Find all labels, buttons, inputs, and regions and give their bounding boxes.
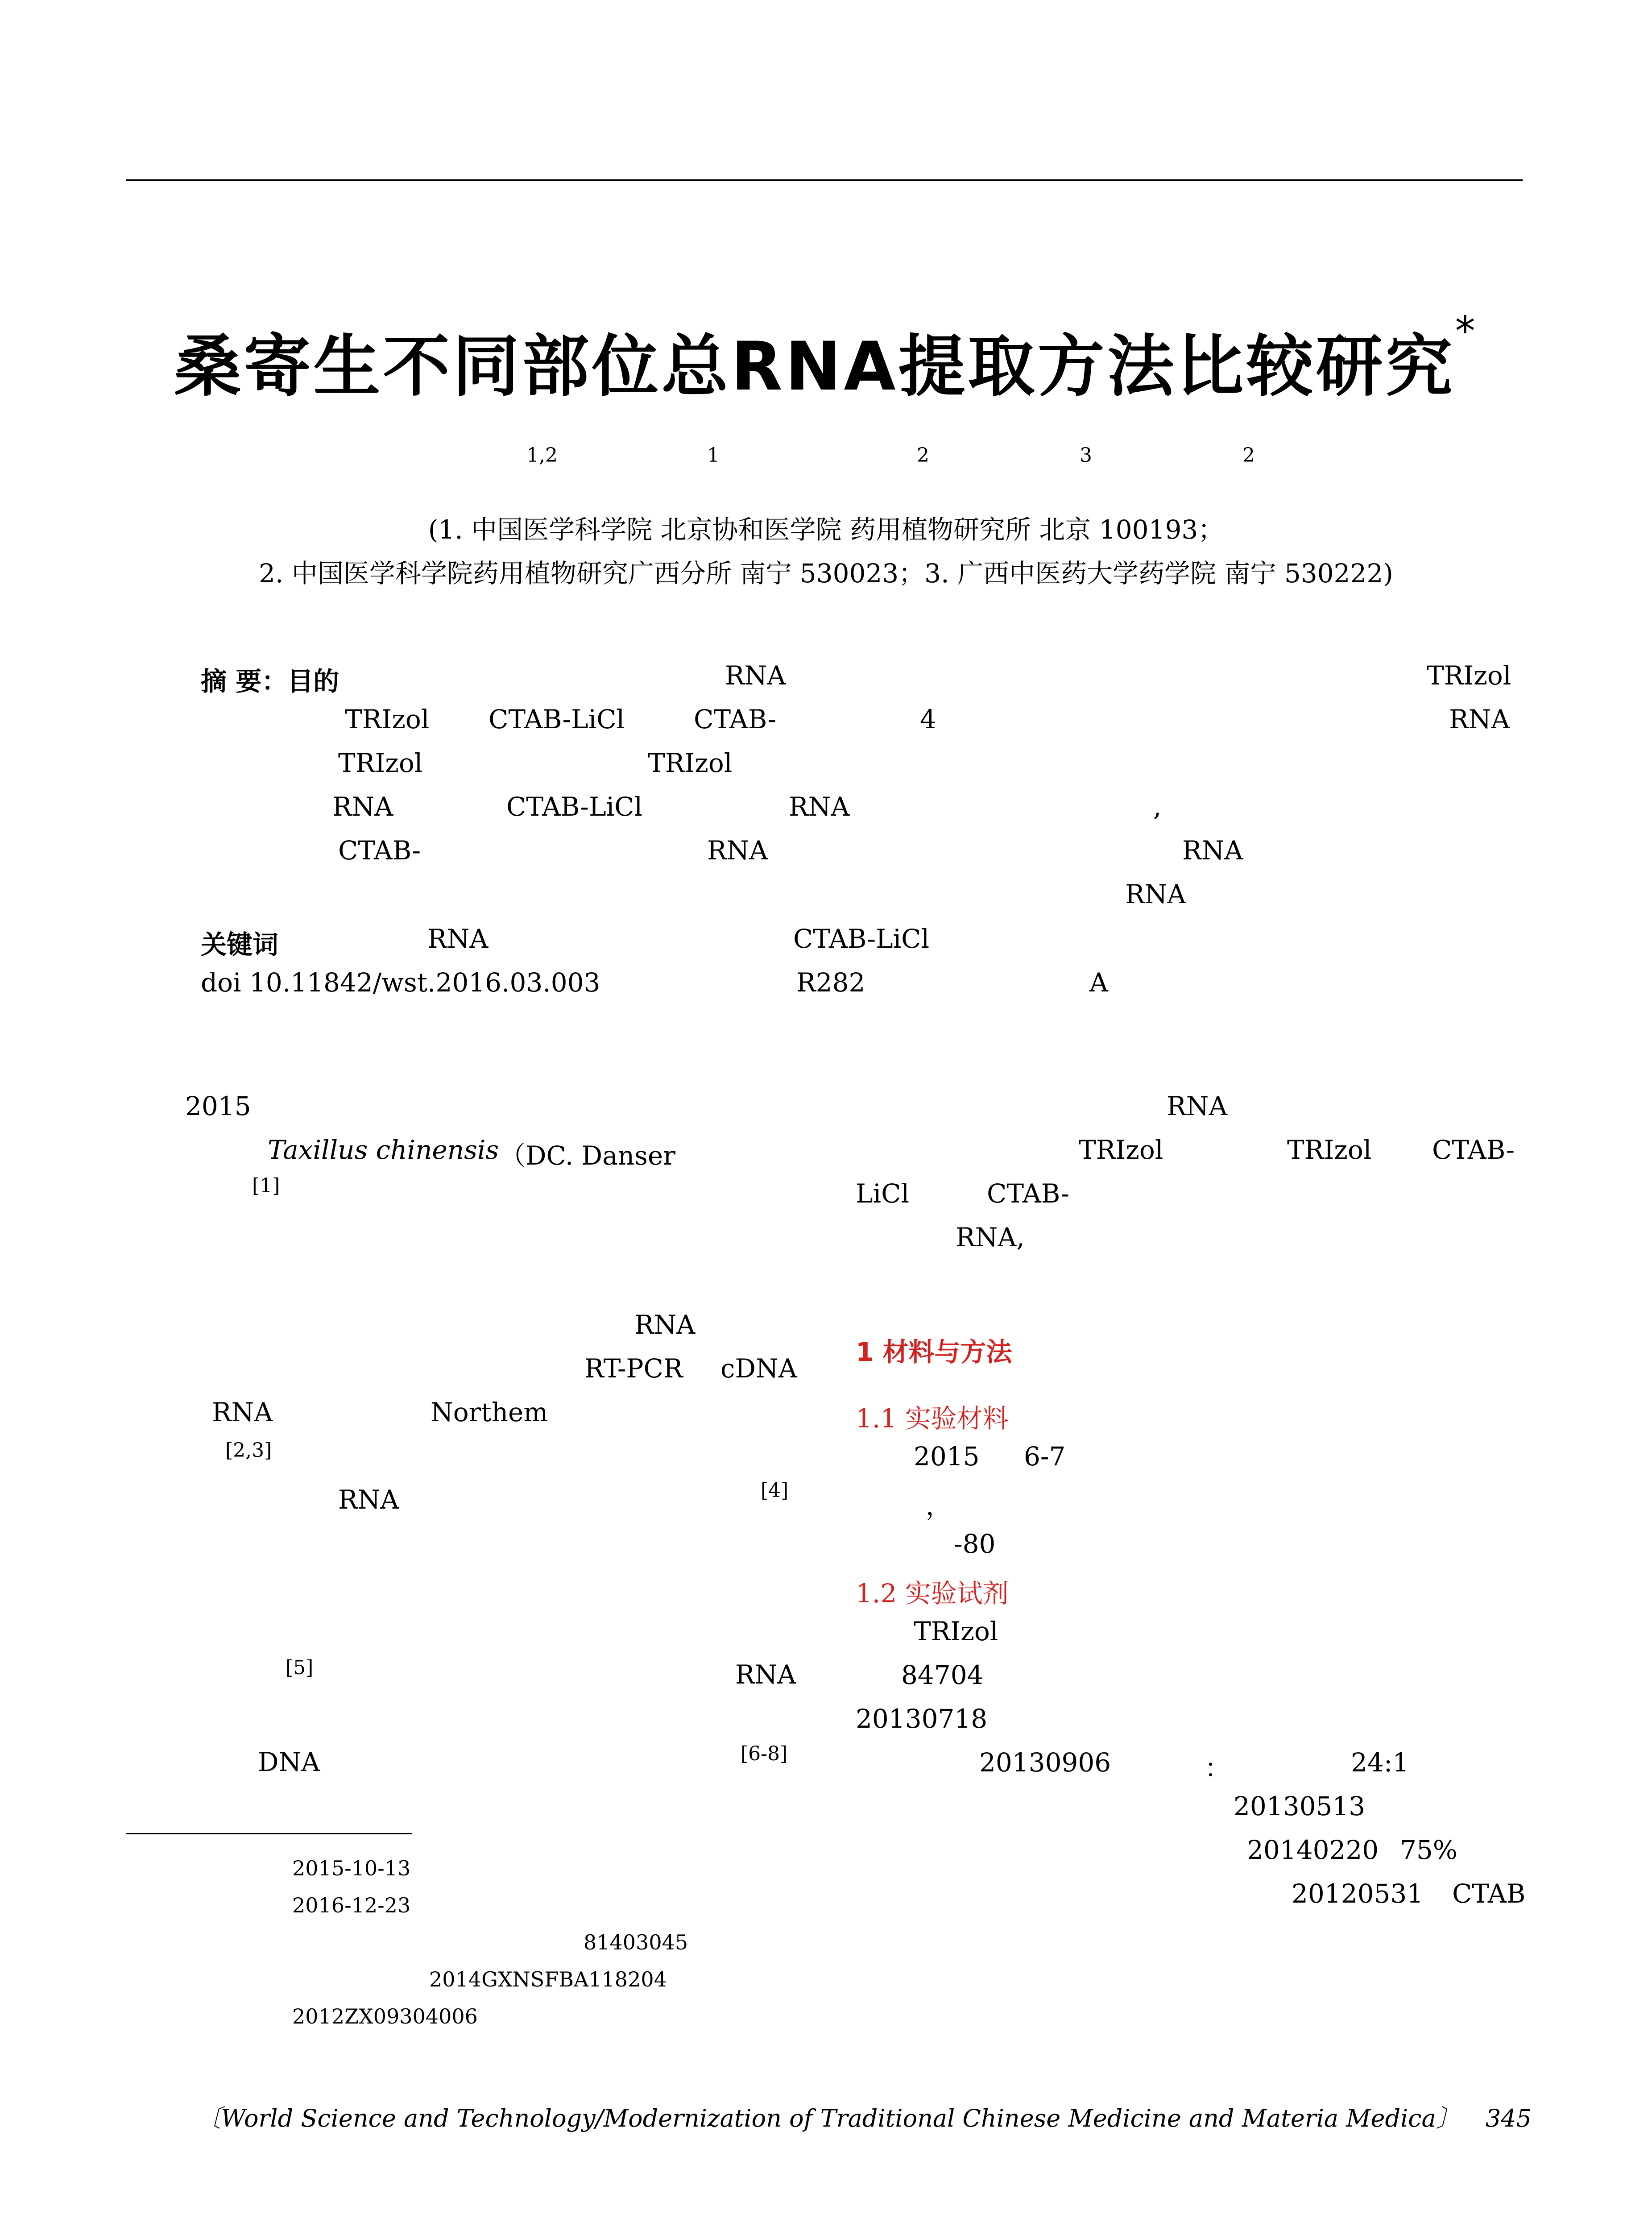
body-term: RNA (735, 1659, 796, 1690)
body-term: RT-PCR (584, 1353, 683, 1384)
page-footer (197, 2099, 1532, 2134)
section-heading: 1 材料与方法 (856, 1337, 1012, 1367)
body-term: DNA (258, 1747, 320, 1777)
abstract-term: RNA (1125, 879, 1186, 909)
citation: [6-8] (741, 1742, 788, 1765)
subsection-heading: 1.1 实验材料 (856, 1403, 1009, 1434)
abstract-term: RNA (707, 835, 768, 866)
body-term: ， (926, 1491, 952, 1521)
body-term: 6-7 (1024, 1441, 1066, 1472)
grant-number: 2014GXNSFBA118204 (429, 1967, 667, 1991)
grant-number: 81403045 (584, 1930, 688, 1954)
body-term: 84704 (901, 1660, 984, 1690)
abstract-term: CTAB- (694, 704, 777, 734)
abstract-term: 4 (920, 704, 936, 734)
abstract-term: RNA (725, 660, 786, 691)
body-term: 20130513 (1234, 1791, 1366, 1821)
body-term: 2015 (185, 1091, 251, 1121)
grant-number: 2012ZX09304006 (292, 2004, 478, 2028)
author-sup-4: 3 (1080, 444, 1092, 467)
body-term: TRIzol (914, 1616, 998, 1646)
body-term: CTAB- (1432, 1135, 1515, 1165)
abstract-term: CTAB-LiCl (489, 704, 625, 734)
abstract-label: 摘 要：目的 (201, 666, 340, 697)
body-term: RNA (634, 1310, 696, 1340)
header-rule (126, 179, 1523, 181)
affiliation-line-2: 2. 中国医学科学院药用植物研究广西分所 南宁 530023；3. 广西中医药大学药学院 南宁 530222) (259, 558, 1393, 589)
citation: [2,3] (225, 1439, 272, 1462)
author-sup-3: 2 (917, 444, 929, 467)
abstract-term: CTAB-LiCl (506, 792, 643, 822)
body-term: 20130718 (856, 1704, 988, 1734)
abstract-term: RNA (789, 792, 850, 822)
citation: [5] (286, 1656, 314, 1679)
body-term: cDNA (720, 1353, 797, 1384)
body-term: 20130906 (979, 1747, 1111, 1778)
body-term: ： (1205, 1753, 1231, 1783)
subsection-heading: 1.2 实验试剂 (856, 1578, 1009, 1609)
body-term: 24:1 (1351, 1747, 1409, 1778)
keyword: CTAB-LiCl (793, 924, 930, 954)
body-term: CTAB (1452, 1879, 1526, 1909)
abstract-term: TRIzol (345, 704, 430, 734)
author-sup-5: 2 (1242, 444, 1255, 467)
title-footnote-mark: * (1455, 308, 1478, 355)
body-term: 20140220 (1247, 1835, 1379, 1865)
body-term: RNA (338, 1485, 399, 1515)
abstract-term: RNA (1182, 835, 1243, 866)
body-term: RNA, (956, 1222, 1025, 1252)
body-term: CTAB- (987, 1178, 1070, 1209)
affiliation-line-1: (1. 中国医学科学院 北京协和医学院 药用植物研究所 北京 100193； (428, 514, 1224, 545)
body-term: -80 (954, 1529, 996, 1559)
abstract-term: TRIzol (648, 748, 733, 778)
clc-number: R282 (796, 967, 865, 998)
abstract-term: RNA (1449, 704, 1510, 734)
revised-date: 2016-12-23 (292, 1893, 411, 1917)
footnote-rule (126, 1833, 412, 1834)
body-term: LiCl (856, 1178, 909, 1209)
body-term: RNA (1167, 1091, 1228, 1121)
document-code: A (1089, 967, 1108, 998)
abstract-term: TRIzol (1427, 660, 1511, 691)
body-term: 75% (1400, 1835, 1457, 1865)
abstract-term: CTAB- (338, 835, 421, 866)
keyword: RNA (427, 924, 489, 954)
abstract-term: RNA (332, 792, 393, 822)
body-term: TRIzol (1079, 1135, 1163, 1165)
page-number: 345 (1485, 2104, 1532, 2132)
body-term: 2015 (914, 1441, 980, 1472)
body-term: 20120531 (1292, 1879, 1424, 1909)
doi: doi 10.11842/wst.2016.03.003 (201, 967, 600, 998)
author-sup-2: 1 (707, 444, 720, 467)
citation: [4] (761, 1479, 789, 1502)
body-term: （DC. Danser (500, 1140, 675, 1171)
body-term: TRIzol (1287, 1135, 1372, 1165)
journal-name: 〔World Science and Technology/Modernization of Traditional Chinese Medicine and Materia Medica〕 (197, 2104, 1460, 2132)
citation: [1] (252, 1174, 280, 1197)
received-date: 2015-10-13 (292, 1856, 411, 1880)
keywords-label: 关键词 (201, 929, 279, 960)
abstract-term: , (1153, 792, 1162, 822)
body-term: Northem (431, 1397, 548, 1427)
author-sup-1: 1,2 (526, 444, 558, 467)
species-name: Taxillus chinensis (268, 1135, 499, 1165)
abstract-term: TRIzol (338, 748, 423, 778)
body-term: RNA (212, 1397, 273, 1427)
paper-title: 桑寄生不同部位总RNA提取方法比较研究* (174, 308, 1478, 406)
